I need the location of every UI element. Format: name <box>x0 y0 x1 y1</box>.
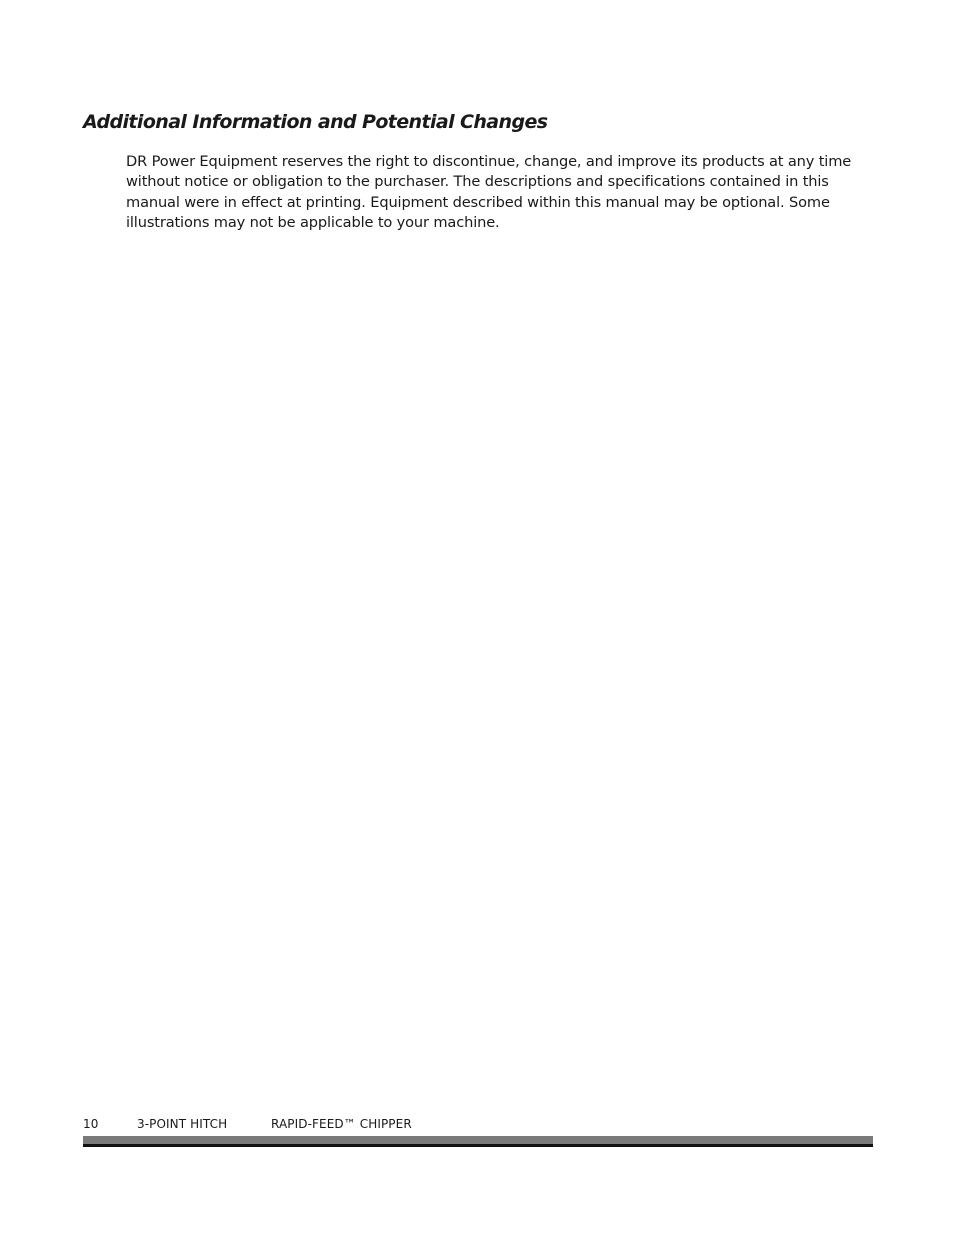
page-footer <box>83 1116 873 1156</box>
footer-rule-dark-line <box>83 1144 873 1147</box>
footer-rule-gray-band <box>83 1136 873 1144</box>
section-body-text: DR Power Equipment reserves the right to discontinue, change, and improve its products at any time without notice or obligation to the purchaser. The descriptions and specifications contained in this manual were in effect at printing. Equipment described within this manual may be optional. Some illustrations may not be applicable to your machine. <box>126 153 852 231</box>
footer-product-name: RAPID-FEED™ CHIPPER <box>271 1117 412 1131</box>
footer-model-name: 3-POINT HITCH <box>137 1117 228 1131</box>
footer-page-number: 10 <box>83 1117 99 1131</box>
footer-rule <box>83 1136 873 1148</box>
section-heading: Additional Information and Potential Changes <box>83 111 548 133</box>
